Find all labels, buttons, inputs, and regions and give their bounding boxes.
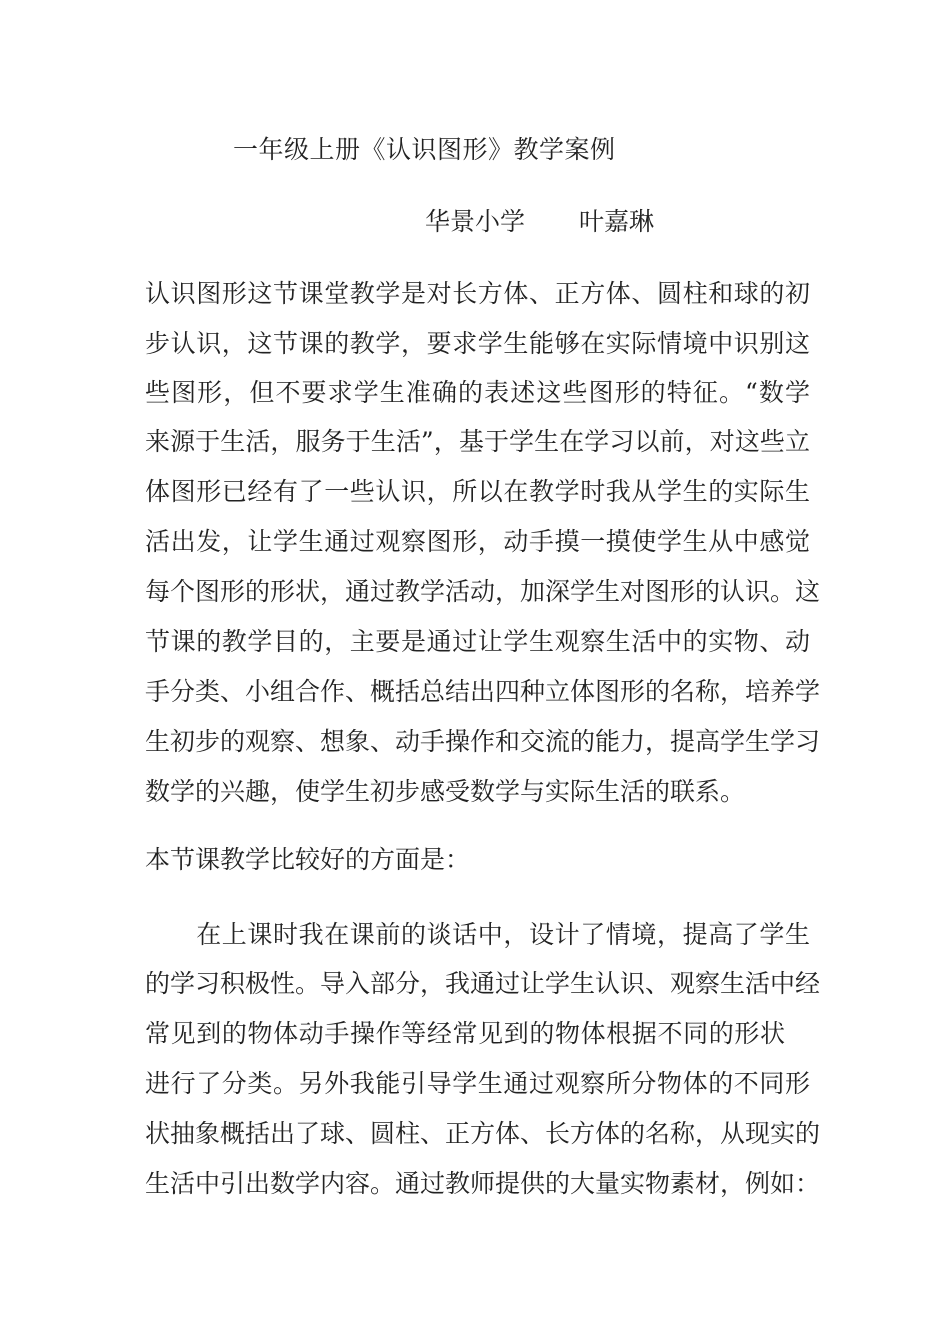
paragraph-line: 些图形，但不要求学生准确的表述这些图形的特征。“数学: [145, 378, 810, 407]
paragraph-line: 来源于生活，服务于生活”，基于学生在学习以前，对这些立: [145, 427, 810, 456]
school-name: 华景小学: [425, 207, 526, 236]
paragraph-line: 认识图形这节课堂教学是对长方体、正方体、圆柱和球的初: [145, 279, 810, 308]
paragraph-line: 活出发，让学生通过观察图形，动手摸一摸使学生从中感觉: [145, 527, 810, 556]
document-title: 一年级上册《认识图形》教学案例: [233, 135, 616, 164]
byline: [425, 204, 654, 240]
paragraph-line: 手分类、小组合作、概括总结出四种立体图形的名称，培养学: [145, 677, 821, 706]
paragraph-line: 进行了分类。另外我能引导学生通过观察所分物体的不同形: [145, 1069, 810, 1098]
paragraph-line: 数学的兴趣，使学生初步感受数学与实际生活的联系。: [145, 777, 746, 806]
paragraph-line: 常见到的物体动手操作等经常见到的物体根据不同的形状: [145, 1019, 785, 1048]
paragraph-line: 节课的教学目的，主要是通过让学生观察生活中的实物、动: [145, 627, 810, 656]
paragraph-line: 步认识，这节课的教学，要求学生能够在实际情境中识别这: [145, 329, 810, 358]
section-heading: 本节课教学比较好的方面是：: [145, 845, 471, 874]
paragraph-line: 生初步的观察、想象、动手操作和交流的能力，提高学生学习: [145, 727, 821, 756]
paragraph-line: 体图形已经有了一些认识，所以在教学时我从学生的实际生: [145, 477, 810, 506]
paragraph-line: 生活中引出数学内容。通过教师提供的大量实物素材，例如：: [145, 1169, 821, 1198]
paragraph-line: 的学习积极性。导入部分，我通过让学生认识、观察生活中经: [145, 969, 821, 998]
paragraph-line: 在上课时我在课前的谈话中，设计了情境，提高了学生: [145, 920, 810, 949]
paragraph-line: 每个图形的形状，通过教学活动，加深学生对图形的认识。这: [145, 577, 821, 606]
author-name: 叶嘉琳: [579, 207, 655, 236]
paragraph-line: 状抽象概括出了球、圆柱、正方体、长方体的名称，从现实的: [145, 1119, 821, 1148]
